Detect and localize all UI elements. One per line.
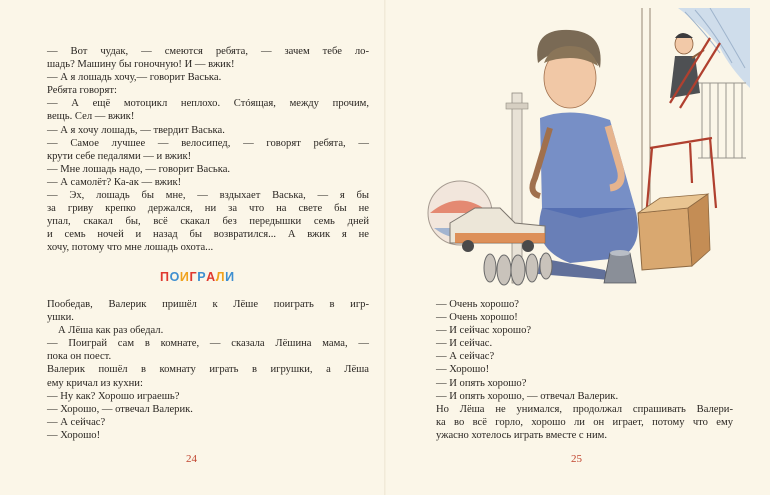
text-line: вещь. Сел — вжик! [47,111,135,123]
heading-letter: И [179,270,190,284]
text-line: — Хорошо, — отвечал Валерик. [47,403,193,415]
heading-letter: Л [215,270,226,284]
heading-letter: Р [197,270,207,284]
heading-letter: О [169,270,180,284]
text-line: — И опять хорошо? [436,377,527,389]
text-line: — Очень хорошо! [436,312,518,324]
toy-rings-illustration [484,253,552,285]
text-line: — А сейчас? [47,416,106,428]
heading-letter: А [206,270,216,284]
text-line: ка во всё горло, хорошо ли он играет, потому что ему [436,416,733,428]
small-boy-illustration [670,33,704,98]
text-line: А Лёша как раз обедал. [58,325,164,337]
text-line: — Мне лошадь надо, — говорит Васька. [47,163,231,175]
text-line: — Очень хорошо? [436,299,520,310]
text-line: хочу, потому что мне лошадь охота... [47,242,214,254]
illustration-boy-playing [420,8,750,290]
text-line: — Хорошо! [47,429,101,441]
right-page-text [436,298,733,442]
text-line: ужасно хотелось играть вместе с ним. [436,429,607,441]
toy-car-illustration [450,208,545,252]
text-line: Пообедав, Валерик пришёл к Лёше поиграть в игр- [47,299,369,310]
text-line: Но Лёша не унимался, продолжал спрашивать Валери- [436,403,733,415]
text-line: — Поиграй сам в комнате, — сказала Лёшина мама, — [47,338,369,350]
heading-letter: Г [189,270,198,284]
text-line: ему кричал из кухни: [47,377,143,389]
text-line: — А я лошадь хочу,— говорит Васька. [47,72,222,84]
page-number-left: 24 [186,453,197,465]
text-line: шадь? Машину бы гоночную! И — вжик! [47,59,235,71]
text-line: — И сейчас хорошо? [436,325,532,337]
text-line: и семь ночей и назад бы возвратился... А вжик я не [47,229,369,241]
text-line: — Хорошо! [436,364,490,376]
text-line: ушки. [47,312,74,324]
text-line: — И сейчас. [436,338,493,350]
toy-box-illustration [638,194,710,270]
text-line: за гриву крепко держался, ни за что на свете бы не [47,203,369,215]
left-page-text-top [47,45,369,255]
page-number-right: 25 [571,453,582,465]
text-line: — Эх, лошадь бы мне, — вздыхает Васька, — я бы [47,190,369,202]
heading-letter: И [225,270,235,284]
left-page-text-bottom [47,298,369,442]
text-line: пока он поест. [47,351,112,363]
text-line: упал, скакал бы, всё скакал без передышки семь дней [47,216,369,228]
text-line: Ребята говорят: [47,85,117,97]
text-line: — Ну как? Хорошо играешь? [47,390,180,402]
text-line: Валерик пошёл в комнату играть в игрушки, а Лёша [47,364,369,376]
text-line: — Самое лучшее — велосипед, — говорят ребята, — [47,137,369,149]
text-line: — И опять хорошо, — отвечал Валерик. [436,390,619,402]
text-line: крути себе педалями — и вжик! [47,150,192,162]
chapter-heading [160,270,235,284]
heading-letter: П [160,270,170,284]
book-gutter [384,0,386,495]
text-line: — Вот чудак, — смеются ребята, — зачем тебе ло- [47,46,369,57]
text-line: — А сейчас? [436,351,495,363]
text-line: — А ещё мотоцикл неплохо. Стóящая, между прочим, [47,98,369,110]
toy-post-illustration [506,93,528,283]
text-line: — А самолёт? Ка-ак — вжик! [47,176,182,188]
boy-illustration [532,30,637,280]
text-line: — А я хочу лошадь, — твердит Васька. [47,124,225,136]
radiator-illustration [698,83,746,158]
